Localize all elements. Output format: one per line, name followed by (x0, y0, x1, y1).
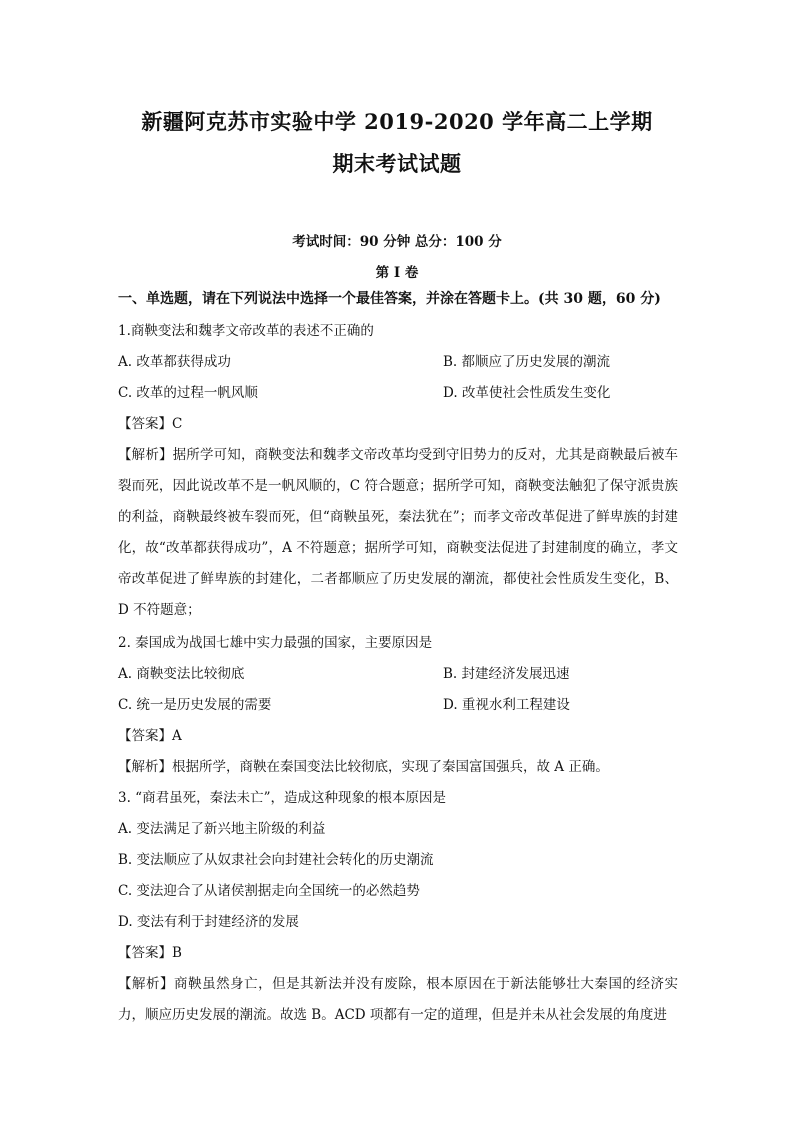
exam-info: 考试时间：90 分钟 总分：100 分 (292, 234, 502, 250)
question-1-option-b: B. 都顺应了历史发展的潮流 (443, 354, 611, 370)
question-3-answer: 【答案】B (118, 945, 182, 961)
question-2-option-a: A. 商鞅变法比较彻底 (118, 666, 245, 682)
section-heading: 一、单选题，请在下列说法中选择一个最佳答案，并涂在答题卡上。(共 30 题，60 分) (118, 291, 661, 307)
question-2-stem: 2. 秦国成为战国七雄中实力最强的国家，主要原因是 (118, 635, 433, 651)
question-3-option-d: D. 变法有利于封建经济的发展 (118, 914, 299, 930)
question-3-option-b: B. 变法顺应了从奴隶社会向封建社会转化的历史潮流 (118, 852, 434, 868)
question-1-answer: 【答案】C (118, 416, 183, 432)
document-title-line2: 期末考试试题 (332, 151, 462, 176)
question-1-stem: 1.商鞅变法和魏孝文帝改革的表述不正确的 (118, 323, 374, 339)
document-title-line1: 新疆阿克苏市实验中学 2019-2020 学年高二上学期 (141, 109, 653, 134)
question-1-analysis: 【解析】据所学可知，商鞅变法和魏孝文帝改革均受到守旧势力的反对，尤其是商鞅最后被车裂而死，因此说改革不是一帆风顺的，C 符合题意；据所学可知，商鞅变法触犯了保守派贵族的利益，商鞅最终被车裂而死，但“商鞅虽死，秦法犹在”；而孝文帝改革促进了鲜卑族的封建化，故“改革都获得成功”，A 不符题意；据所学可知，商鞅变法促进了封建制度的确立，孝文帝改革促进了鲜卑族的封建化，二者都顺应了历史发展的潮流，都使社会性质发生变化，B、D 不符题意； (118, 447, 678, 618)
question-2-answer: 【答案】A (118, 728, 182, 744)
question-3-option-a: A. 变法满足了新兴地主阶级的利益 (118, 821, 326, 837)
question-1-option-a: A. 改革都获得成功 (118, 354, 231, 370)
question-3-option-c: C. 变法迎合了从诸侯割据走向全国统一的必然趋势 (118, 883, 420, 899)
question-3-analysis: 【解析】商鞅虽然身亡，但是其新法并没有废除，根本原因在于新法能够壮大秦国的经济实力，顺应历史发展的潮流。故选 B。ACD 项都有一定的道理，但是并未从社会发展的角度进 (118, 976, 678, 1023)
question-1-option-c: C. 改革的过程一帆风顺 (118, 385, 258, 401)
question-2-option-b: B. 封建经济发展迅速 (443, 666, 570, 682)
question-1-option-d: D. 改革使社会性质发生变化 (443, 385, 611, 401)
question-2-option-c: C. 统一是历史发展的需要 (118, 697, 272, 713)
question-3-stem: 3. “商君虽死，秦法未亡”，造成这种现象的根本原因是 (118, 790, 446, 806)
question-2-analysis: 【解析】根据所学，商鞅在秦国变法比较彻底，实现了秦国富国强兵，故 A 正确。 (118, 759, 609, 775)
question-2-option-d: D. 重视水利工程建设 (443, 697, 570, 713)
volume-label: 第 I 卷 (375, 265, 419, 281)
